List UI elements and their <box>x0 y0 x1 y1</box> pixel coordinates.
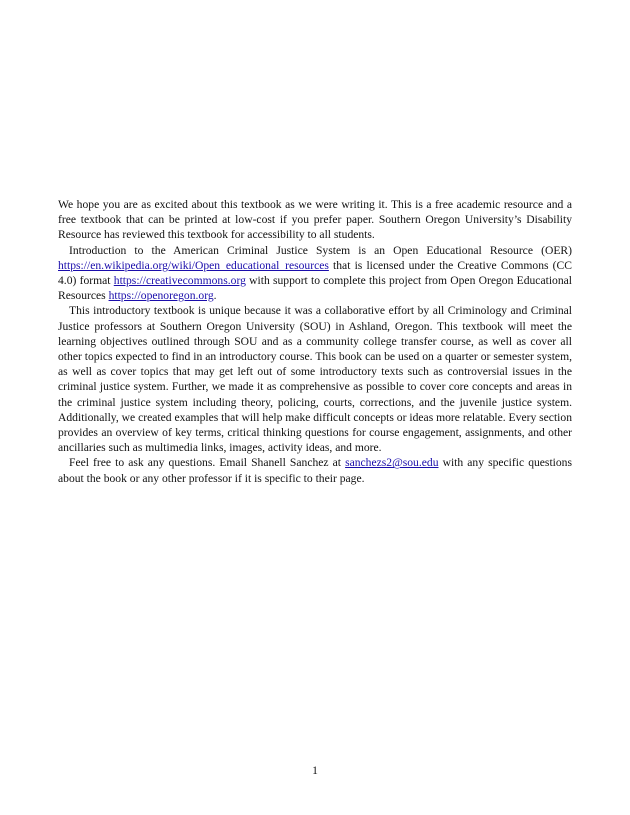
body-text <box>58 197 572 486</box>
paragraph-oer <box>58 243 572 304</box>
paragraph-text: . <box>213 289 217 303</box>
paragraph-text: with support to complete this project from Open Oregon Educational Resources <box>58 274 572 303</box>
paragraph-text: Introduction to the American Criminal Justice System is an Open Educational Resource (OER) <box>69 243 572 257</box>
open-oregon-link[interactable]: https://openoregon.org <box>108 289 214 303</box>
paragraph-contact <box>58 455 572 485</box>
email-link[interactable]: sanchezs2@sou.edu <box>345 456 439 470</box>
paragraph-text: We hope you are as excited about this textbook as we were writing it. This is a free academic resource and a free textbook that can be printed at low-cost if you prefer paper. Southern Oregon University’s Disability Resource has reviewed this textbook for accessibility to all students. <box>58 198 572 242</box>
page-number: 1 <box>312 764 318 777</box>
oer-wikipedia-link[interactable]: https://en.wikipedia.org/wiki/Open_educational_resources <box>58 258 329 272</box>
paragraph-intro <box>58 197 572 243</box>
paragraph-text: that is licensed under the Creative Commons (CC 4.0) format <box>58 258 572 288</box>
paragraph-text: This introductory textbook is unique because it was a collaborative effort by all Criminology and Criminal Justice professors at Southern Oregon University (SOU) in Ashland, Oregon. This textbook will meet the learning objectives outlined through SOU and as a community college transfer course, as well as cover all other topics expected to find in an introductory course. This book can be used on a quarter or semester system, as well as cover topics that may get left out of some introductory texts such as controversial issues in the criminal justice system. Further, we made it as comprehensive as possible to cover core concepts and areas in the criminal justice system including theory, policing, courts, corrections, and the juvenile justice system. Additionally, we created examples that will help make difficult concepts or ideas more relatable. Every section provides an overview of key terms, critical thinking questions for course engagement, assignments, and other ancillaries such as multimedia links, images, activity ideas, and more. <box>58 304 572 455</box>
paragraph-unique <box>58 303 572 455</box>
paragraph-text: Feel free to ask any questions. Email Shanell Sanchez at <box>69 456 346 470</box>
paragraph-text: with any specific questions about the book or any other professor if it is specific to their page. <box>58 456 572 485</box>
creative-commons-link[interactable]: https://creativecommons.org <box>113 274 246 288</box>
